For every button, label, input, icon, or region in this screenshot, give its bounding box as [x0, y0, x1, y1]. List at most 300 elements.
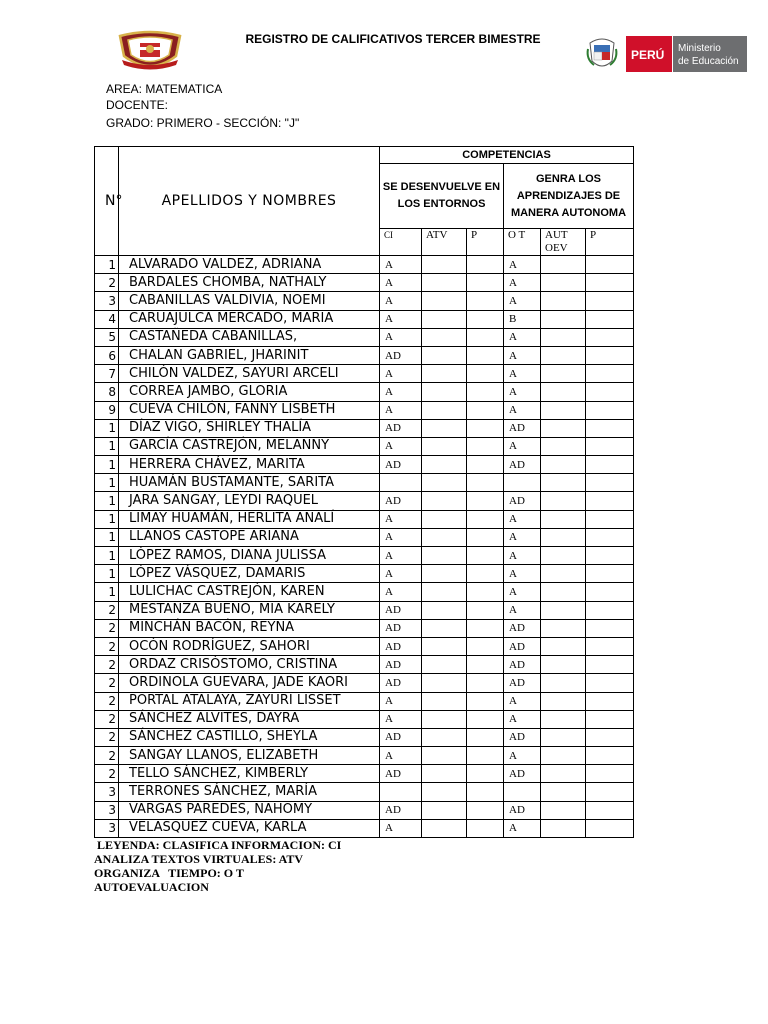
grade-atv [422, 819, 467, 837]
grade-atv [422, 547, 467, 565]
student-name: CARUAJULCA MERCADO, MARIA [119, 310, 380, 328]
grade-p2 [586, 783, 634, 801]
grade-atv [422, 346, 467, 364]
grade-ci: A [380, 528, 422, 546]
row-number: 4 [95, 310, 119, 328]
grade-ci: AD [380, 765, 422, 783]
row-number: 2 [95, 674, 119, 692]
grade-ot [504, 783, 541, 801]
sub-header-p2: P [586, 229, 634, 256]
grade-p2 [586, 637, 634, 655]
grade-atv [422, 456, 467, 474]
sub-header-atv: ATV [422, 229, 467, 256]
grade-ot: AD [504, 492, 541, 510]
student-name: PORTAL ATALAYA, ZAYURI LISSET [119, 692, 380, 710]
table-row [95, 783, 634, 801]
grade-p2 [586, 310, 634, 328]
student-name: SANGAY LLANOS, ELIZABETH [119, 747, 380, 765]
grade-atv [422, 274, 467, 292]
grade-ot: B [504, 310, 541, 328]
grade-p2 [586, 492, 634, 510]
grade-p1 [467, 692, 504, 710]
grade-p2 [586, 674, 634, 692]
grade-ot: AD [504, 419, 541, 437]
grade-p1 [467, 765, 504, 783]
row-number: 1 [95, 256, 119, 274]
grade-ot: A [504, 346, 541, 364]
grade-ci: A [380, 274, 422, 292]
grade-ot: AD [504, 801, 541, 819]
grade-p1 [467, 365, 504, 383]
grade-p1 [467, 437, 504, 455]
grade-ci: A [380, 510, 422, 528]
student-name: DÍAZ VIGO, SHIRLEY THALÍA [119, 419, 380, 437]
grade-atv [422, 310, 467, 328]
student-name: LLANOS CASTOPE ARIANA [119, 528, 380, 546]
grade-autoev [541, 601, 586, 619]
grade-autoev [541, 456, 586, 474]
grade-p2 [586, 692, 634, 710]
grade-p2 [586, 728, 634, 746]
legend [94, 838, 341, 894]
ministry-text-2: de Educación [678, 56, 739, 67]
grade-autoev [541, 274, 586, 292]
row-number: 5 [95, 328, 119, 346]
row-number: 1 [95, 437, 119, 455]
student-name: CABANILLAS VALDIVIA, NOEMI [119, 292, 380, 310]
grade-atv [422, 437, 467, 455]
row-number: 8 [95, 383, 119, 401]
table-row [95, 765, 634, 783]
table-row [95, 456, 634, 474]
grade-ci: A [380, 437, 422, 455]
grade-p2 [586, 510, 634, 528]
table-row [95, 747, 634, 765]
grade-p2 [586, 365, 634, 383]
grade-autoev [541, 492, 586, 510]
table-row [95, 401, 634, 419]
grade-p1 [467, 401, 504, 419]
row-number: 2 [95, 274, 119, 292]
grade-ot: A [504, 565, 541, 583]
grade-ot: A [504, 583, 541, 601]
grade-p1 [467, 346, 504, 364]
grade-p2 [586, 747, 634, 765]
grade-ot: AD [504, 765, 541, 783]
table-row [95, 619, 634, 637]
grade-p1 [467, 601, 504, 619]
row-number: 3 [95, 292, 119, 310]
grade-ot: A [504, 365, 541, 383]
grade-p1 [467, 728, 504, 746]
grade-atv [422, 256, 467, 274]
grado-label: GRADO: PRIMERO - SECCIÓN: "J" [106, 116, 300, 130]
student-name: OCÓN RODRÍGUEZ, SAHORI [119, 637, 380, 655]
grade-autoev [541, 437, 586, 455]
grade-ci: A [380, 819, 422, 837]
grade-ot: A [504, 328, 541, 346]
grade-ot: AD [504, 674, 541, 692]
grade-p2 [586, 801, 634, 819]
table-row [95, 292, 634, 310]
row-number: 1 [95, 583, 119, 601]
grade-p2 [586, 583, 634, 601]
table-row [95, 346, 634, 364]
student-name: ORDAZ CRISÓSTOMO, CRISTINA [119, 656, 380, 674]
student-name: LÓPEZ VÁSQUEZ, DAMARIS [119, 565, 380, 583]
grade-atv [422, 692, 467, 710]
grade-atv [422, 765, 467, 783]
table-row [95, 583, 634, 601]
grade-p2 [586, 256, 634, 274]
col-names-header: APELLIDOS Y NOMBRES [119, 147, 380, 256]
grade-ot: AD [504, 637, 541, 655]
grade-ot: A [504, 292, 541, 310]
student-name: CHILÓN VALDEZ, SAYURI ARCELI [119, 365, 380, 383]
grade-autoev [541, 401, 586, 419]
table-row [95, 601, 634, 619]
ministry-text-1: Ministerio [678, 43, 721, 54]
grade-ci: A [380, 692, 422, 710]
row-number: 2 [95, 619, 119, 637]
grade-autoev [541, 528, 586, 546]
grade-p2 [586, 474, 634, 492]
grade-p1 [467, 656, 504, 674]
row-number: 2 [95, 747, 119, 765]
row-number: 1 [95, 565, 119, 583]
row-number: 1 [95, 474, 119, 492]
student-name: CASTAÑEDA CABANILLAS, [119, 328, 380, 346]
student-name: HUAMÁN BUSTAMANTE, SARITA [119, 474, 380, 492]
grade-autoev [541, 346, 586, 364]
student-name: CUEVA CHILÓN, FANNY LISBETH [119, 401, 380, 419]
student-name: MINCHÁN BACÓN, REYNA [119, 619, 380, 637]
student-name: ORDINOLA GUEVARA, JADE KAORI [119, 674, 380, 692]
grade-ci [380, 783, 422, 801]
legend-line-3: ORGANIZA TIEMPO: O T [94, 866, 244, 880]
grade-ot: AD [504, 728, 541, 746]
grade-p1 [467, 801, 504, 819]
grade-autoev [541, 674, 586, 692]
student-name: GARCÍA CASTREJÓN, MELANNY [119, 437, 380, 455]
student-name: CORREA JAMBO, GLORIA [119, 383, 380, 401]
grade-autoev [541, 547, 586, 565]
row-number: 9 [95, 401, 119, 419]
table-row [95, 656, 634, 674]
row-number: 1 [95, 547, 119, 565]
row-number: 2 [95, 601, 119, 619]
grade-p2 [586, 292, 634, 310]
grade-autoev [541, 365, 586, 383]
grade-autoev [541, 565, 586, 583]
table-row [95, 437, 634, 455]
grade-p1 [467, 747, 504, 765]
row-number: 3 [95, 819, 119, 837]
table-row [95, 819, 634, 837]
grade-atv [422, 401, 467, 419]
grade-p1 [467, 510, 504, 528]
student-name: SÁNCHEZ CASTILLO, SHEYLA [119, 728, 380, 746]
grade-p1 [467, 583, 504, 601]
grade-ci: A [380, 547, 422, 565]
grade-atv [422, 656, 467, 674]
peru-brand-text: PERÚ [631, 48, 665, 62]
grade-p1 [467, 619, 504, 637]
grade-p1 [467, 492, 504, 510]
table-row [95, 692, 634, 710]
grade-atv [422, 365, 467, 383]
grade-p2 [586, 528, 634, 546]
grade-ci: A [380, 747, 422, 765]
table-row [95, 383, 634, 401]
student-name: SÁNCHEZ ALVITES, DAYRA [119, 710, 380, 728]
student-name: HERRERA CHÁVEZ, MARITA [119, 456, 380, 474]
grade-atv [422, 710, 467, 728]
grade-atv [422, 383, 467, 401]
student-name: LÓPEZ RAMOS, DIANA JULISSA [119, 547, 380, 565]
col-number-header: N° [95, 147, 119, 256]
grade-atv [422, 801, 467, 819]
grade-ci: AD [380, 419, 422, 437]
grade-atv [422, 565, 467, 583]
competencias-header: COMPETENCIAS [380, 147, 634, 164]
grade-autoev [541, 256, 586, 274]
grade-autoev [541, 710, 586, 728]
grade-atv [422, 619, 467, 637]
student-name: LIMAY HUAMÁN, HERLITA ANALÍ [119, 510, 380, 528]
grade-atv [422, 728, 467, 746]
sub-header-autoev: AUT OEV [541, 229, 586, 256]
grade-ci: A [380, 365, 422, 383]
grade-ci: AD [380, 601, 422, 619]
grade-atv [422, 474, 467, 492]
ministerio-educacion-logo [586, 35, 748, 73]
grade-autoev [541, 637, 586, 655]
grade-autoev [541, 692, 586, 710]
grade-ci: A [380, 383, 422, 401]
grade-ot: AD [504, 656, 541, 674]
grade-p1 [467, 710, 504, 728]
grade-ci: AD [380, 801, 422, 819]
table-row [95, 547, 634, 565]
sub-header-p1: P [467, 229, 504, 256]
grade-autoev [541, 765, 586, 783]
grade-p1 [467, 328, 504, 346]
grade-ci: A [380, 401, 422, 419]
grade-p1 [467, 256, 504, 274]
grade-ot: A [504, 710, 541, 728]
grade-p1 [467, 292, 504, 310]
table-row [95, 674, 634, 692]
grade-ci: AD [380, 656, 422, 674]
grade-atv [422, 510, 467, 528]
grade-p2 [586, 619, 634, 637]
grade-atv [422, 528, 467, 546]
grade-atv [422, 637, 467, 655]
grade-autoev [541, 474, 586, 492]
table-row [95, 492, 634, 510]
grade-ot: AD [504, 456, 541, 474]
grade-ci: A [380, 565, 422, 583]
table-row [95, 710, 634, 728]
grade-ci: AD [380, 492, 422, 510]
grade-ot: AD [504, 619, 541, 637]
grade-atv [422, 583, 467, 601]
legend-line-4: AUTOEVALUACION [94, 880, 209, 894]
grade-p2 [586, 601, 634, 619]
school-crest-logo [116, 30, 184, 72]
docente-label: DOCENTE: [106, 98, 169, 112]
student-name: LULICHAC CASTREJÓN, KAREN [119, 583, 380, 601]
table-row [95, 637, 634, 655]
row-number: 2 [95, 710, 119, 728]
student-name: CHALAN GABRIEL, JHARINIT [119, 346, 380, 364]
document-title: REGISTRO DE CALIFICATIVOS TERCER BIMESTRE [245, 32, 541, 46]
legend-line-1: LEYENDA: CLASIFICA INFORMACION: CI [94, 838, 342, 852]
grade-p1 [467, 819, 504, 837]
grade-p1 [467, 528, 504, 546]
grade-ot: A [504, 383, 541, 401]
grade-p1 [467, 383, 504, 401]
grade-ci: A [380, 292, 422, 310]
row-number: 1 [95, 528, 119, 546]
grade-autoev [541, 328, 586, 346]
grade-ci: A [380, 710, 422, 728]
grade-autoev [541, 819, 586, 837]
table-row [95, 310, 634, 328]
row-number: 1 [95, 492, 119, 510]
row-number: 2 [95, 765, 119, 783]
competencia-1-header: SE DESENVUELVE EN LOS ENTORNOS [380, 164, 504, 229]
competencia-2-header: GENRA LOS APRENDIZAJES DE MANERA AUTONOMA [504, 164, 634, 229]
grade-p1 [467, 274, 504, 292]
row-number: 2 [95, 637, 119, 655]
grade-autoev [541, 510, 586, 528]
grade-ci [380, 474, 422, 492]
student-name: ALVARADO VALDEZ, ADRIANA [119, 256, 380, 274]
sub-header-ci: CI [380, 229, 422, 256]
grade-autoev [541, 619, 586, 637]
row-number: 1 [95, 419, 119, 437]
table-row [95, 365, 634, 383]
table-row [95, 528, 634, 546]
grade-p2 [586, 346, 634, 364]
grade-ci: A [380, 256, 422, 274]
table-row [95, 801, 634, 819]
grade-autoev [541, 419, 586, 437]
row-number: 3 [95, 783, 119, 801]
grade-ot: A [504, 692, 541, 710]
grade-p2 [586, 656, 634, 674]
grade-ot: A [504, 401, 541, 419]
table-row [95, 565, 634, 583]
table-row [95, 510, 634, 528]
grade-ot: A [504, 601, 541, 619]
grade-autoev [541, 656, 586, 674]
student-name: VARGAS PAREDES, NAHOMY [119, 801, 380, 819]
peru-coat-of-arms-icon [588, 39, 617, 66]
grade-autoev [541, 801, 586, 819]
grade-ot: A [504, 256, 541, 274]
grade-ci: AD [380, 728, 422, 746]
grade-ot: A [504, 437, 541, 455]
grade-ci: AD [380, 456, 422, 474]
grade-p1 [467, 310, 504, 328]
grade-ot: A [504, 528, 541, 546]
grade-atv [422, 292, 467, 310]
grade-ci: A [380, 583, 422, 601]
grade-p2 [586, 274, 634, 292]
grade-p2 [586, 765, 634, 783]
student-name: JARA SANGAY, LEYDI RAQUEL [119, 492, 380, 510]
row-number: 1 [95, 456, 119, 474]
row-number: 6 [95, 346, 119, 364]
student-name: VELASQUEZ CUEVA, KARLA [119, 819, 380, 837]
table-row [95, 728, 634, 746]
grade-autoev [541, 292, 586, 310]
table-row [95, 474, 634, 492]
row-number: 2 [95, 728, 119, 746]
grade-p1 [467, 474, 504, 492]
row-number: 7 [95, 365, 119, 383]
grades-table [94, 146, 634, 838]
student-name: TELLO SÁNCHEZ, KIMBERLY [119, 765, 380, 783]
grade-ot: A [504, 274, 541, 292]
grade-p2 [586, 437, 634, 455]
grade-p1 [467, 547, 504, 565]
grade-p2 [586, 383, 634, 401]
table-row [95, 419, 634, 437]
legend-line-2: ANALIZA TEXTOS VIRTUALES: ATV [94, 852, 304, 866]
grade-p1 [467, 419, 504, 437]
grade-p2 [586, 819, 634, 837]
student-name: MESTANZA BUENO, MIA KARELY [119, 601, 380, 619]
grade-p1 [467, 637, 504, 655]
table-row [95, 274, 634, 292]
grade-autoev [541, 583, 586, 601]
area-label: AREA: MATEMATICA [106, 82, 223, 96]
student-name: TERRONES SÁNCHEZ, MARÍA [119, 783, 380, 801]
grade-p1 [467, 456, 504, 474]
table-row [95, 256, 634, 274]
row-number: 2 [95, 692, 119, 710]
grade-p2 [586, 328, 634, 346]
grade-p2 [586, 710, 634, 728]
grade-ot: A [504, 510, 541, 528]
grade-atv [422, 601, 467, 619]
grade-autoev [541, 783, 586, 801]
grade-atv [422, 328, 467, 346]
grade-p1 [467, 565, 504, 583]
grade-ci: AD [380, 346, 422, 364]
grade-ci: AD [380, 619, 422, 637]
sub-header-ot: O T [504, 229, 541, 256]
row-number: 2 [95, 656, 119, 674]
grade-p1 [467, 783, 504, 801]
grade-p2 [586, 456, 634, 474]
grade-ci: A [380, 328, 422, 346]
grade-atv [422, 419, 467, 437]
grade-atv [422, 674, 467, 692]
grade-ot: A [504, 747, 541, 765]
grade-autoev [541, 728, 586, 746]
grade-p2 [586, 401, 634, 419]
grade-autoev [541, 747, 586, 765]
row-number: 3 [95, 801, 119, 819]
grade-p1 [467, 674, 504, 692]
grade-ci: AD [380, 674, 422, 692]
grade-autoev [541, 310, 586, 328]
